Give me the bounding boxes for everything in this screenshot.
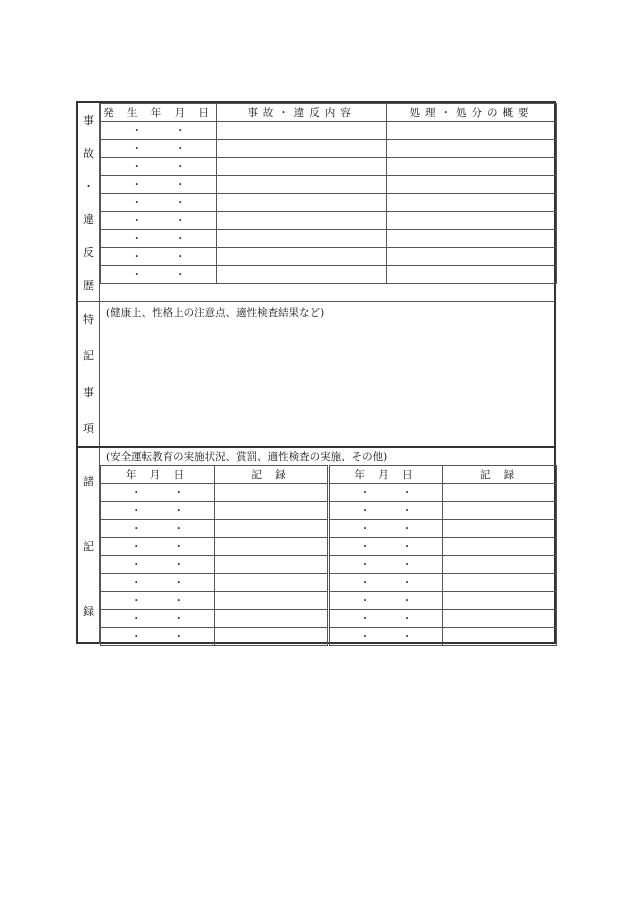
date-dot: ・ <box>401 594 413 607</box>
date-dot: ・ <box>131 630 142 643</box>
date-cell[interactable] <box>101 194 217 212</box>
record-cell[interactable] <box>215 520 329 538</box>
date-dot: ・ <box>401 576 413 589</box>
accident-content-cell[interactable] <box>217 266 387 284</box>
date-cell[interactable] <box>101 212 217 230</box>
date-cell[interactable] <box>101 122 217 140</box>
date-dot: ・ <box>359 630 371 643</box>
date-cell[interactable] <box>101 574 215 592</box>
date-dot: ・ <box>173 486 184 499</box>
record-cell[interactable] <box>215 574 329 592</box>
date-dot: ・ <box>359 612 371 625</box>
record-cell[interactable] <box>443 484 557 502</box>
date-dot: ・ <box>401 612 413 625</box>
date-dot: ・ <box>131 540 142 553</box>
accident-row <box>101 212 557 230</box>
date-dot: ・ <box>401 504 413 517</box>
date-dot: ・ <box>131 486 142 499</box>
accident-row <box>101 230 557 248</box>
date-dot: ・ <box>131 214 142 227</box>
date-cell[interactable] <box>101 502 215 520</box>
date-cell[interactable] <box>329 592 443 610</box>
accident-side-char: 故 <box>83 146 94 160</box>
date-dot: ・ <box>173 540 184 553</box>
date-cell[interactable] <box>101 538 215 556</box>
date-dot: ・ <box>401 522 413 535</box>
records-row <box>101 520 557 538</box>
accident-table <box>100 103 557 284</box>
records-row <box>101 628 557 646</box>
date-dot: ・ <box>175 178 186 191</box>
date-cell[interactable] <box>101 592 215 610</box>
records-row <box>101 538 557 556</box>
date-dot: ・ <box>131 268 142 281</box>
date-dot: ・ <box>175 250 186 263</box>
date-dot: ・ <box>173 630 184 643</box>
date-dot: ・ <box>131 196 142 209</box>
remarks-side-char: 特 <box>83 313 94 327</box>
date-cell[interactable] <box>101 266 217 284</box>
date-dot: ・ <box>131 124 142 137</box>
date-cell[interactable] <box>101 230 217 248</box>
date-dot: ・ <box>131 178 142 191</box>
accident-content-cell[interactable] <box>217 176 387 194</box>
accident-row <box>101 176 557 194</box>
record-cell[interactable] <box>215 556 329 574</box>
date-cell[interactable] <box>101 140 217 158</box>
date-dot: ・ <box>131 142 142 155</box>
date-dot: ・ <box>401 630 413 643</box>
records-side-label <box>78 448 100 644</box>
records-row <box>101 574 557 592</box>
accident-row <box>101 194 557 212</box>
record-cell[interactable] <box>215 502 329 520</box>
record-cell[interactable] <box>443 610 557 628</box>
date-dot: ・ <box>175 124 186 137</box>
record-cell[interactable] <box>443 502 557 520</box>
accident-disposition-cell[interactable] <box>387 176 557 194</box>
record-cell[interactable] <box>215 484 329 502</box>
date-dot: ・ <box>359 540 371 553</box>
record-cell[interactable] <box>443 538 557 556</box>
date-cell[interactable] <box>329 484 443 502</box>
record-cell[interactable] <box>215 610 329 628</box>
accident-content-cell[interactable] <box>217 230 387 248</box>
date-dot: ・ <box>175 196 186 209</box>
date-dot: ・ <box>401 486 413 499</box>
date-dot: ・ <box>131 576 142 589</box>
date-cell[interactable] <box>101 158 217 176</box>
date-dot: ・ <box>131 504 142 517</box>
record-cell[interactable] <box>215 592 329 610</box>
records-row <box>101 592 557 610</box>
accident-disposition-cell[interactable] <box>387 212 557 230</box>
date-dot: ・ <box>173 576 184 589</box>
date-cell[interactable] <box>329 610 443 628</box>
date-dot: ・ <box>175 268 186 281</box>
date-dot: ・ <box>131 232 142 245</box>
accident-content-cell[interactable] <box>217 158 387 176</box>
accident-header: 事故・違反内容 <box>217 104 387 122</box>
accident-content-cell[interactable] <box>217 212 387 230</box>
date-dot: ・ <box>131 522 142 535</box>
date-dot: ・ <box>131 250 142 263</box>
date-dot: ・ <box>401 540 413 553</box>
date-cell[interactable] <box>329 520 443 538</box>
date-dot: ・ <box>173 522 184 535</box>
date-dot: ・ <box>173 612 184 625</box>
remarks-side-char: 項 <box>83 421 94 435</box>
accident-side-char: ・ <box>83 179 94 193</box>
records-side-char: 録 <box>83 605 94 619</box>
record-cell[interactable] <box>215 538 329 556</box>
date-dot: ・ <box>173 594 184 607</box>
record-cell[interactable] <box>443 574 557 592</box>
records-header: 年 月 日 <box>329 466 443 484</box>
remarks-note: (健康上、性格上の注意点、適性検査結果など) <box>106 307 325 319</box>
records-header: 記 録 <box>215 466 329 484</box>
date-dot: ・ <box>359 558 371 571</box>
accident-disposition-cell[interactable] <box>387 194 557 212</box>
date-cell[interactable] <box>329 556 443 574</box>
records-header: 年 月 日 <box>101 466 215 484</box>
date-dot: ・ <box>131 160 142 173</box>
accident-content-cell[interactable] <box>217 194 387 212</box>
date-cell[interactable] <box>101 484 215 502</box>
record-cell[interactable] <box>443 520 557 538</box>
remarks-side-char: 記 <box>83 349 94 363</box>
accident-side-char: 歴 <box>83 278 94 292</box>
date-cell[interactable] <box>329 502 443 520</box>
date-cell[interactable] <box>101 628 215 646</box>
driver-record-form <box>76 101 556 644</box>
date-dot: ・ <box>175 232 186 245</box>
accident-side-char: 反 <box>83 245 94 259</box>
accident-content-cell[interactable] <box>217 248 387 266</box>
date-dot: ・ <box>401 558 413 571</box>
records-row <box>101 484 557 502</box>
date-dot: ・ <box>359 504 371 517</box>
date-dot: ・ <box>173 558 184 571</box>
date-cell[interactable] <box>101 248 217 266</box>
accident-row <box>101 158 557 176</box>
accident-row <box>101 266 557 284</box>
accident-header: 処理・処分の概要 <box>387 104 557 122</box>
date-dot: ・ <box>359 576 371 589</box>
date-cell[interactable] <box>329 574 443 592</box>
accident-side-label <box>78 103 100 301</box>
date-dot: ・ <box>131 558 142 571</box>
date-dot: ・ <box>175 214 186 227</box>
accident-disposition-cell[interactable] <box>387 158 557 176</box>
accident-row <box>101 248 557 266</box>
records-header: 記 録 <box>443 466 557 484</box>
record-cell[interactable] <box>443 592 557 610</box>
accident-disposition-cell[interactable] <box>387 230 557 248</box>
accident-disposition-cell[interactable] <box>387 122 557 140</box>
date-cell[interactable] <box>329 628 443 646</box>
accident-side-char: 違 <box>83 212 94 226</box>
accident-content-cell[interactable] <box>217 140 387 158</box>
remarks-side-char: 事 <box>83 385 94 399</box>
accident-disposition-cell[interactable] <box>387 140 557 158</box>
records-table <box>100 465 557 646</box>
accident-disposition-cell[interactable] <box>387 248 557 266</box>
accident-disposition-cell[interactable] <box>387 266 557 284</box>
records-row <box>101 502 557 520</box>
date-dot: ・ <box>359 522 371 535</box>
date-cell[interactable] <box>101 610 215 628</box>
date-dot: ・ <box>359 486 371 499</box>
date-dot: ・ <box>131 612 142 625</box>
records-row <box>101 556 557 574</box>
date-dot: ・ <box>175 160 186 173</box>
date-cell[interactable] <box>101 556 215 574</box>
date-dot: ・ <box>359 594 371 607</box>
accident-row <box>101 122 557 140</box>
record-cell[interactable] <box>215 628 329 646</box>
records-row <box>101 610 557 628</box>
accident-content-cell[interactable] <box>217 122 387 140</box>
date-dot: ・ <box>173 504 184 517</box>
date-dot: ・ <box>175 142 186 155</box>
record-cell[interactable] <box>443 628 557 646</box>
records-note: (安全運転教育の実施状況、賞罰、適性検査の実施、その他) <box>106 451 388 463</box>
date-cell[interactable] <box>101 520 215 538</box>
records-side-char: 記 <box>83 539 94 553</box>
date-cell[interactable] <box>329 538 443 556</box>
record-cell[interactable] <box>443 556 557 574</box>
remarks-side-label <box>78 301 100 446</box>
date-cell[interactable] <box>101 176 217 194</box>
records-side-char: 諸 <box>83 474 94 488</box>
date-dot: ・ <box>131 594 142 607</box>
accident-side-char: 事 <box>83 113 94 127</box>
accident-header: 発 生 年 月 日 <box>101 104 217 122</box>
accident-row <box>101 140 557 158</box>
